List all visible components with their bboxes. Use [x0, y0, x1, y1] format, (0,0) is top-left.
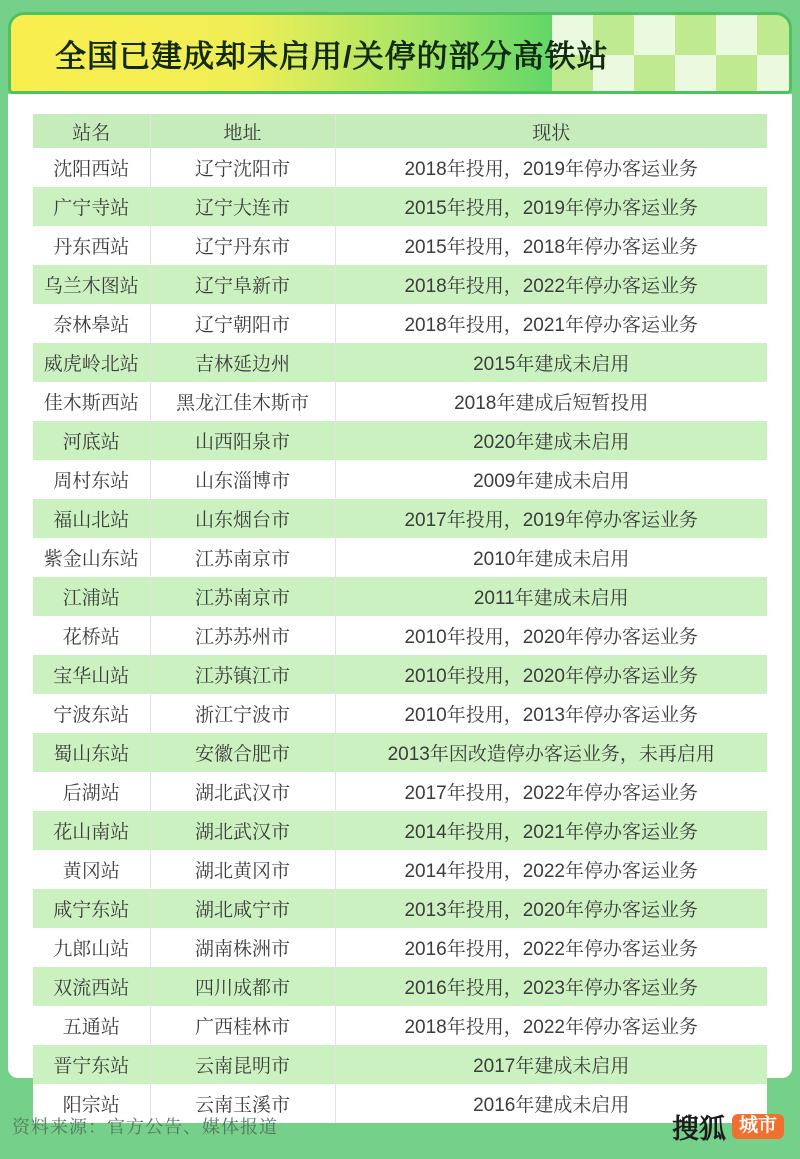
cell-address: 江苏苏州市 — [150, 616, 335, 655]
cell-address: 江苏镇江市 — [150, 655, 335, 694]
table-row — [33, 577, 767, 616]
cell-station: 奈林皋站 — [33, 304, 150, 343]
cell-address: 广西桂林市 — [150, 1006, 335, 1045]
title-bar — [8, 12, 792, 94]
cell-station: 阳宗站 — [33, 1084, 150, 1123]
cell-station: 双流西站 — [33, 967, 150, 1006]
cell-status: 2017年建成未启用 — [335, 1045, 767, 1084]
cell-station: 佳木斯西站 — [33, 382, 150, 421]
cell-status: 2015年建成未启用 — [335, 343, 767, 382]
cell-status: 2010年投用，2020年停办客运业务 — [335, 655, 767, 694]
table-row — [33, 967, 767, 1006]
table-row — [33, 304, 767, 343]
cell-address: 江苏南京市 — [150, 577, 335, 616]
cell-status: 2014年投用，2021年停办客运业务 — [335, 811, 767, 850]
cell-address: 湖北武汉市 — [150, 811, 335, 850]
table-row — [33, 538, 767, 577]
cell-station: 五通站 — [33, 1006, 150, 1045]
cell-address: 湖南株洲市 — [150, 928, 335, 967]
cell-address: 山西阳泉市 — [150, 421, 335, 460]
cell-address: 辽宁大连市 — [150, 187, 335, 226]
cell-station: 丹东西站 — [33, 226, 150, 265]
cell-station: 晋宁东站 — [33, 1045, 150, 1084]
cell-status: 2014年投用，2022年停办客运业务 — [335, 850, 767, 889]
table-row — [33, 226, 767, 265]
cell-address: 云南昆明市 — [150, 1045, 335, 1084]
table-row — [33, 1006, 767, 1045]
cell-address: 湖北武汉市 — [150, 772, 335, 811]
cell-station: 花桥站 — [33, 616, 150, 655]
table-row — [33, 616, 767, 655]
cell-status: 2017年投用，2022年停办客运业务 — [335, 772, 767, 811]
cell-status: 2010年投用，2020年停办客运业务 — [335, 616, 767, 655]
source-note: 资料来源：官方公告、媒体报道 — [12, 1117, 278, 1137]
table-row — [33, 772, 767, 811]
cell-status: 2010年建成未启用 — [335, 538, 767, 577]
cell-status: 2016年建成未启用 — [335, 1084, 767, 1123]
cell-address: 湖北咸宁市 — [150, 889, 335, 928]
cell-status: 2018年建成后短暂投用 — [335, 382, 767, 421]
cell-address: 云南玉溪市 — [150, 1084, 335, 1123]
table-row — [33, 850, 767, 889]
cell-address: 吉林延边州 — [150, 343, 335, 382]
cell-station: 宁波东站 — [33, 694, 150, 733]
table-row — [33, 382, 767, 421]
cell-station: 蜀山东站 — [33, 733, 150, 772]
cell-address: 浙江宁波市 — [150, 694, 335, 733]
cell-address: 辽宁朝阳市 — [150, 304, 335, 343]
table-row — [33, 421, 767, 460]
cell-status: 2017年投用，2019年停办客运业务 — [335, 499, 767, 538]
table-row — [33, 187, 767, 226]
cell-station: 花山南站 — [33, 811, 150, 850]
cell-status: 2018年投用，2021年停办客运业务 — [335, 304, 767, 343]
cell-address: 辽宁阜新市 — [150, 265, 335, 304]
cell-station: 沈阳西站 — [33, 148, 150, 187]
cell-station: 广宁寺站 — [33, 187, 150, 226]
table-row — [33, 460, 767, 499]
cell-address: 安徽合肥市 — [150, 733, 335, 772]
cell-status: 2018年投用，2022年停办客运业务 — [335, 265, 767, 304]
column-header-status: 现状 — [335, 114, 767, 148]
cell-status: 2016年投用，2022年停办客运业务 — [335, 928, 767, 967]
table-header-row — [33, 114, 767, 148]
column-header-address: 地址 — [150, 114, 335, 148]
table-panel — [8, 94, 792, 1116]
cell-station: 乌兰木图站 — [33, 265, 150, 304]
table-row — [33, 343, 767, 382]
table-row — [33, 1045, 767, 1084]
cell-status: 2015年投用，2019年停办客运业务 — [335, 187, 767, 226]
cell-status: 2013年因改造停办客运业务，未再启用 — [335, 733, 767, 772]
stations-table — [33, 114, 767, 1123]
table-row — [33, 148, 767, 187]
cell-status: 2015年投用，2018年停办客运业务 — [335, 226, 767, 265]
cell-status: 2018年投用，2022年停办客运业务 — [335, 1006, 767, 1045]
logo-badge: 城市 — [732, 1114, 784, 1139]
column-header-station: 站名 — [33, 114, 150, 148]
cell-address: 湖北黄冈市 — [150, 850, 335, 889]
table-row — [33, 733, 767, 772]
cell-address: 山东淄博市 — [150, 460, 335, 499]
footer — [8, 1106, 792, 1146]
logo-text: 搜狐 — [671, 1113, 726, 1144]
cell-status: 2010年投用，2013年停办客运业务 — [335, 694, 767, 733]
cell-status: 2018年投用，2019年停办客运业务 — [335, 148, 767, 187]
infographic-card — [8, 12, 792, 1116]
sohu-city-logo — [672, 1107, 784, 1146]
cell-station: 黄冈站 — [33, 850, 150, 889]
cell-station: 宝华山站 — [33, 655, 150, 694]
cell-address: 山东烟台市 — [150, 499, 335, 538]
table-row — [33, 928, 767, 967]
cell-station: 后湖站 — [33, 772, 150, 811]
cell-status: 2013年投用，2020年停办客运业务 — [335, 889, 767, 928]
cell-status: 2020年建成未启用 — [335, 421, 767, 460]
cell-address: 四川成都市 — [150, 967, 335, 1006]
cell-station: 威虎岭北站 — [33, 343, 150, 382]
cell-station: 周村东站 — [33, 460, 150, 499]
cell-status: 2016年投用，2023年停办客运业务 — [335, 967, 767, 1006]
cell-address: 江苏南京市 — [150, 538, 335, 577]
cell-status: 2009年建成未启用 — [335, 460, 767, 499]
table-row — [33, 499, 767, 538]
cell-address: 黑龙江佳木斯市 — [150, 382, 335, 421]
cell-address: 辽宁沈阳市 — [150, 148, 335, 187]
cell-station: 紫金山东站 — [33, 538, 150, 577]
cell-status: 2011年建成未启用 — [335, 577, 767, 616]
page-title: 全国已建成却未启用/关停的部分高铁站 — [55, 38, 609, 74]
cell-address: 辽宁丹东市 — [150, 226, 335, 265]
cell-station: 河底站 — [33, 421, 150, 460]
cell-station: 咸宁东站 — [33, 889, 150, 928]
table-row — [33, 889, 767, 928]
cell-station: 九郎山站 — [33, 928, 150, 967]
table-body — [33, 148, 767, 1123]
cell-station: 江浦站 — [33, 577, 150, 616]
cell-station: 福山北站 — [33, 499, 150, 538]
table-row — [33, 265, 767, 304]
table-row — [33, 655, 767, 694]
table-row — [33, 694, 767, 733]
table-row — [33, 811, 767, 850]
